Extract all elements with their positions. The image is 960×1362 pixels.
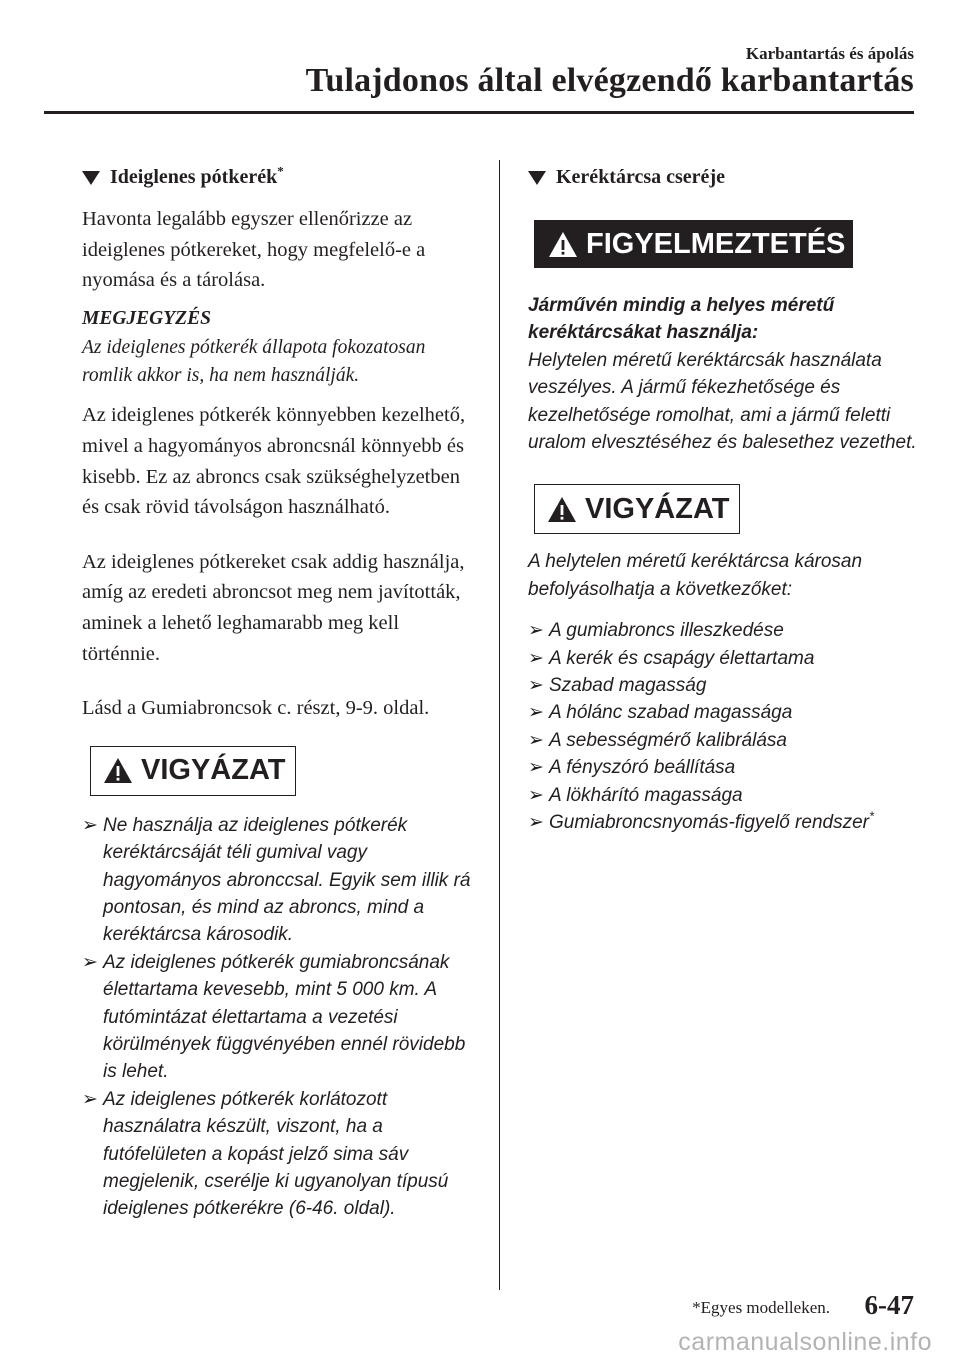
paragraph: Lásd a Gumiabroncsok c. részt, 9-9. oldal. xyxy=(82,697,430,720)
arrow-bullet-icon: ➢ xyxy=(528,702,544,724)
arrow-bullet-icon: ➢ xyxy=(528,647,544,669)
heading-text: Ideiglenes pótkerék xyxy=(110,166,278,188)
effects-list xyxy=(528,617,918,836)
warning-badge xyxy=(534,220,853,268)
warning-triangle-icon xyxy=(103,757,133,784)
list-item: ➢ Ne használja az ideiglenes pótkerék keréktárcsáját téli gumival vagy hagyományos abronccsal. Egyik sem illik rá pontosan, és mind az abroncs, mind a keréktárcsa károsodik. xyxy=(82,812,474,949)
arrow-bullet-icon: ➢ xyxy=(82,814,98,836)
list-item: ➢ Az ideiglenes pótkerék korlátozott használatra készült, viszont, ha a futófelületen a kopást jelző sima sáv megjelenik, cserélje ki ugyanolyan típusú ideiglenes pótkerékre (6-46. oldal). xyxy=(82,1086,474,1223)
left-column xyxy=(82,160,474,1223)
caution-label: VIGYÁZAT xyxy=(141,754,286,787)
paragraph: Az ideiglenes pótkereket csak addig használja, amíg az eredeti abroncsot meg nem javították, aminek a lehető leghamarabb meg kell történnie. xyxy=(82,550,465,665)
list-item: ➢ A fényszóró beállítása xyxy=(528,754,918,781)
arrow-bullet-icon: ➢ xyxy=(528,812,544,834)
warning-triangle-icon xyxy=(547,496,577,523)
warning-text: Helytelen méretű keréktárcsák használata veszélyes. A jármű fékezhetősége és kezelhetősége romolhat, ami a jármű feletti uralom elvesztéséhez és balesethez vezethet. xyxy=(528,349,917,454)
wheel-change-heading xyxy=(528,160,918,194)
optional-marker: * xyxy=(277,163,284,179)
page-title: Tulajdonos által elvégzendő karbantartás xyxy=(305,62,914,99)
caution-list xyxy=(82,812,474,1223)
arrow-bullet-icon: ➢ xyxy=(82,951,98,973)
paragraph: Az ideiglenes pótkerék könnyebben kezelhető, mivel a hagyományos abroncsnál könnyebb és kisebb. Ez az abroncs csak szükséghelyzetben és csak rövid távolságon használható. xyxy=(82,404,466,519)
caution-badge xyxy=(534,484,740,534)
arrow-bullet-icon: ➢ xyxy=(528,675,544,697)
list-item: ➢ A lökhárító magassága xyxy=(528,782,918,809)
right-column xyxy=(528,160,918,837)
column-divider xyxy=(499,160,500,1290)
note-title: MEGJEGYZÉS xyxy=(82,307,211,329)
warning-triangle-icon xyxy=(548,231,578,258)
arrow-bullet-icon: ➢ xyxy=(528,784,544,806)
section-label: Karbantartás és ápolás xyxy=(745,44,914,63)
triangle-bullet-icon xyxy=(528,171,546,185)
optional-marker: * xyxy=(868,808,875,824)
caution-intro: A helytelen méretű keréktárcsa károsan befolyásolhatja a következőket: xyxy=(528,551,863,600)
arrow-bullet-icon: ➢ xyxy=(528,757,544,779)
triangle-bullet-icon xyxy=(82,171,100,185)
footer-note: *Egyes modelleken. xyxy=(692,1298,830,1317)
caution-badge xyxy=(90,746,296,796)
paragraph: Havonta legalább egyszer ellenőrizze az ideiglenes pótkereket, hogy megfelelő-e a nyomása és a tárolása. xyxy=(82,208,426,292)
list-item: ➢ Gumiabroncsnyomás-figyelő rendszer* xyxy=(528,809,918,836)
caution-label: VIGYÁZAT xyxy=(585,492,730,525)
list-item: ➢ A kerék és csapágy élettartama xyxy=(528,645,918,672)
list-item: ➢ A sebességmérő kalibrálása xyxy=(528,727,918,754)
note-text: Az ideiglenes pótkerék állapota fokozatosan romlik akkor is, ha nem használják. xyxy=(82,337,426,386)
heading-text: Keréktárcsa cseréje xyxy=(556,166,725,188)
warning-title: Járművén mindig a helyes méretű keréktárcsákat használja: xyxy=(528,295,835,344)
list-item: ➢ A gumiabroncs illeszkedése xyxy=(528,617,918,644)
arrow-bullet-icon: ➢ xyxy=(82,1088,98,1110)
spare-tire-heading xyxy=(82,160,474,194)
arrow-bullet-icon: ➢ xyxy=(528,729,544,751)
warning-label: FIGYELMEZTETÉS xyxy=(586,227,846,260)
page-number: 6-47 xyxy=(864,1290,914,1320)
title-rule xyxy=(44,111,914,114)
list-item: ➢ Szabad magasság xyxy=(528,672,918,699)
list-item: ➢ A hólánc szabad magassága xyxy=(528,699,918,726)
arrow-bullet-icon: ➢ xyxy=(528,620,544,642)
list-item: ➢ Az ideiglenes pótkerék gumiabroncsának élettartama kevesebb, mint 5 000 km. A futómintázat élettartama a vezetési körülmények függvényében ennél rövidebb is lehet. xyxy=(82,949,474,1086)
watermark: carmanualsonline.info xyxy=(678,1328,932,1356)
